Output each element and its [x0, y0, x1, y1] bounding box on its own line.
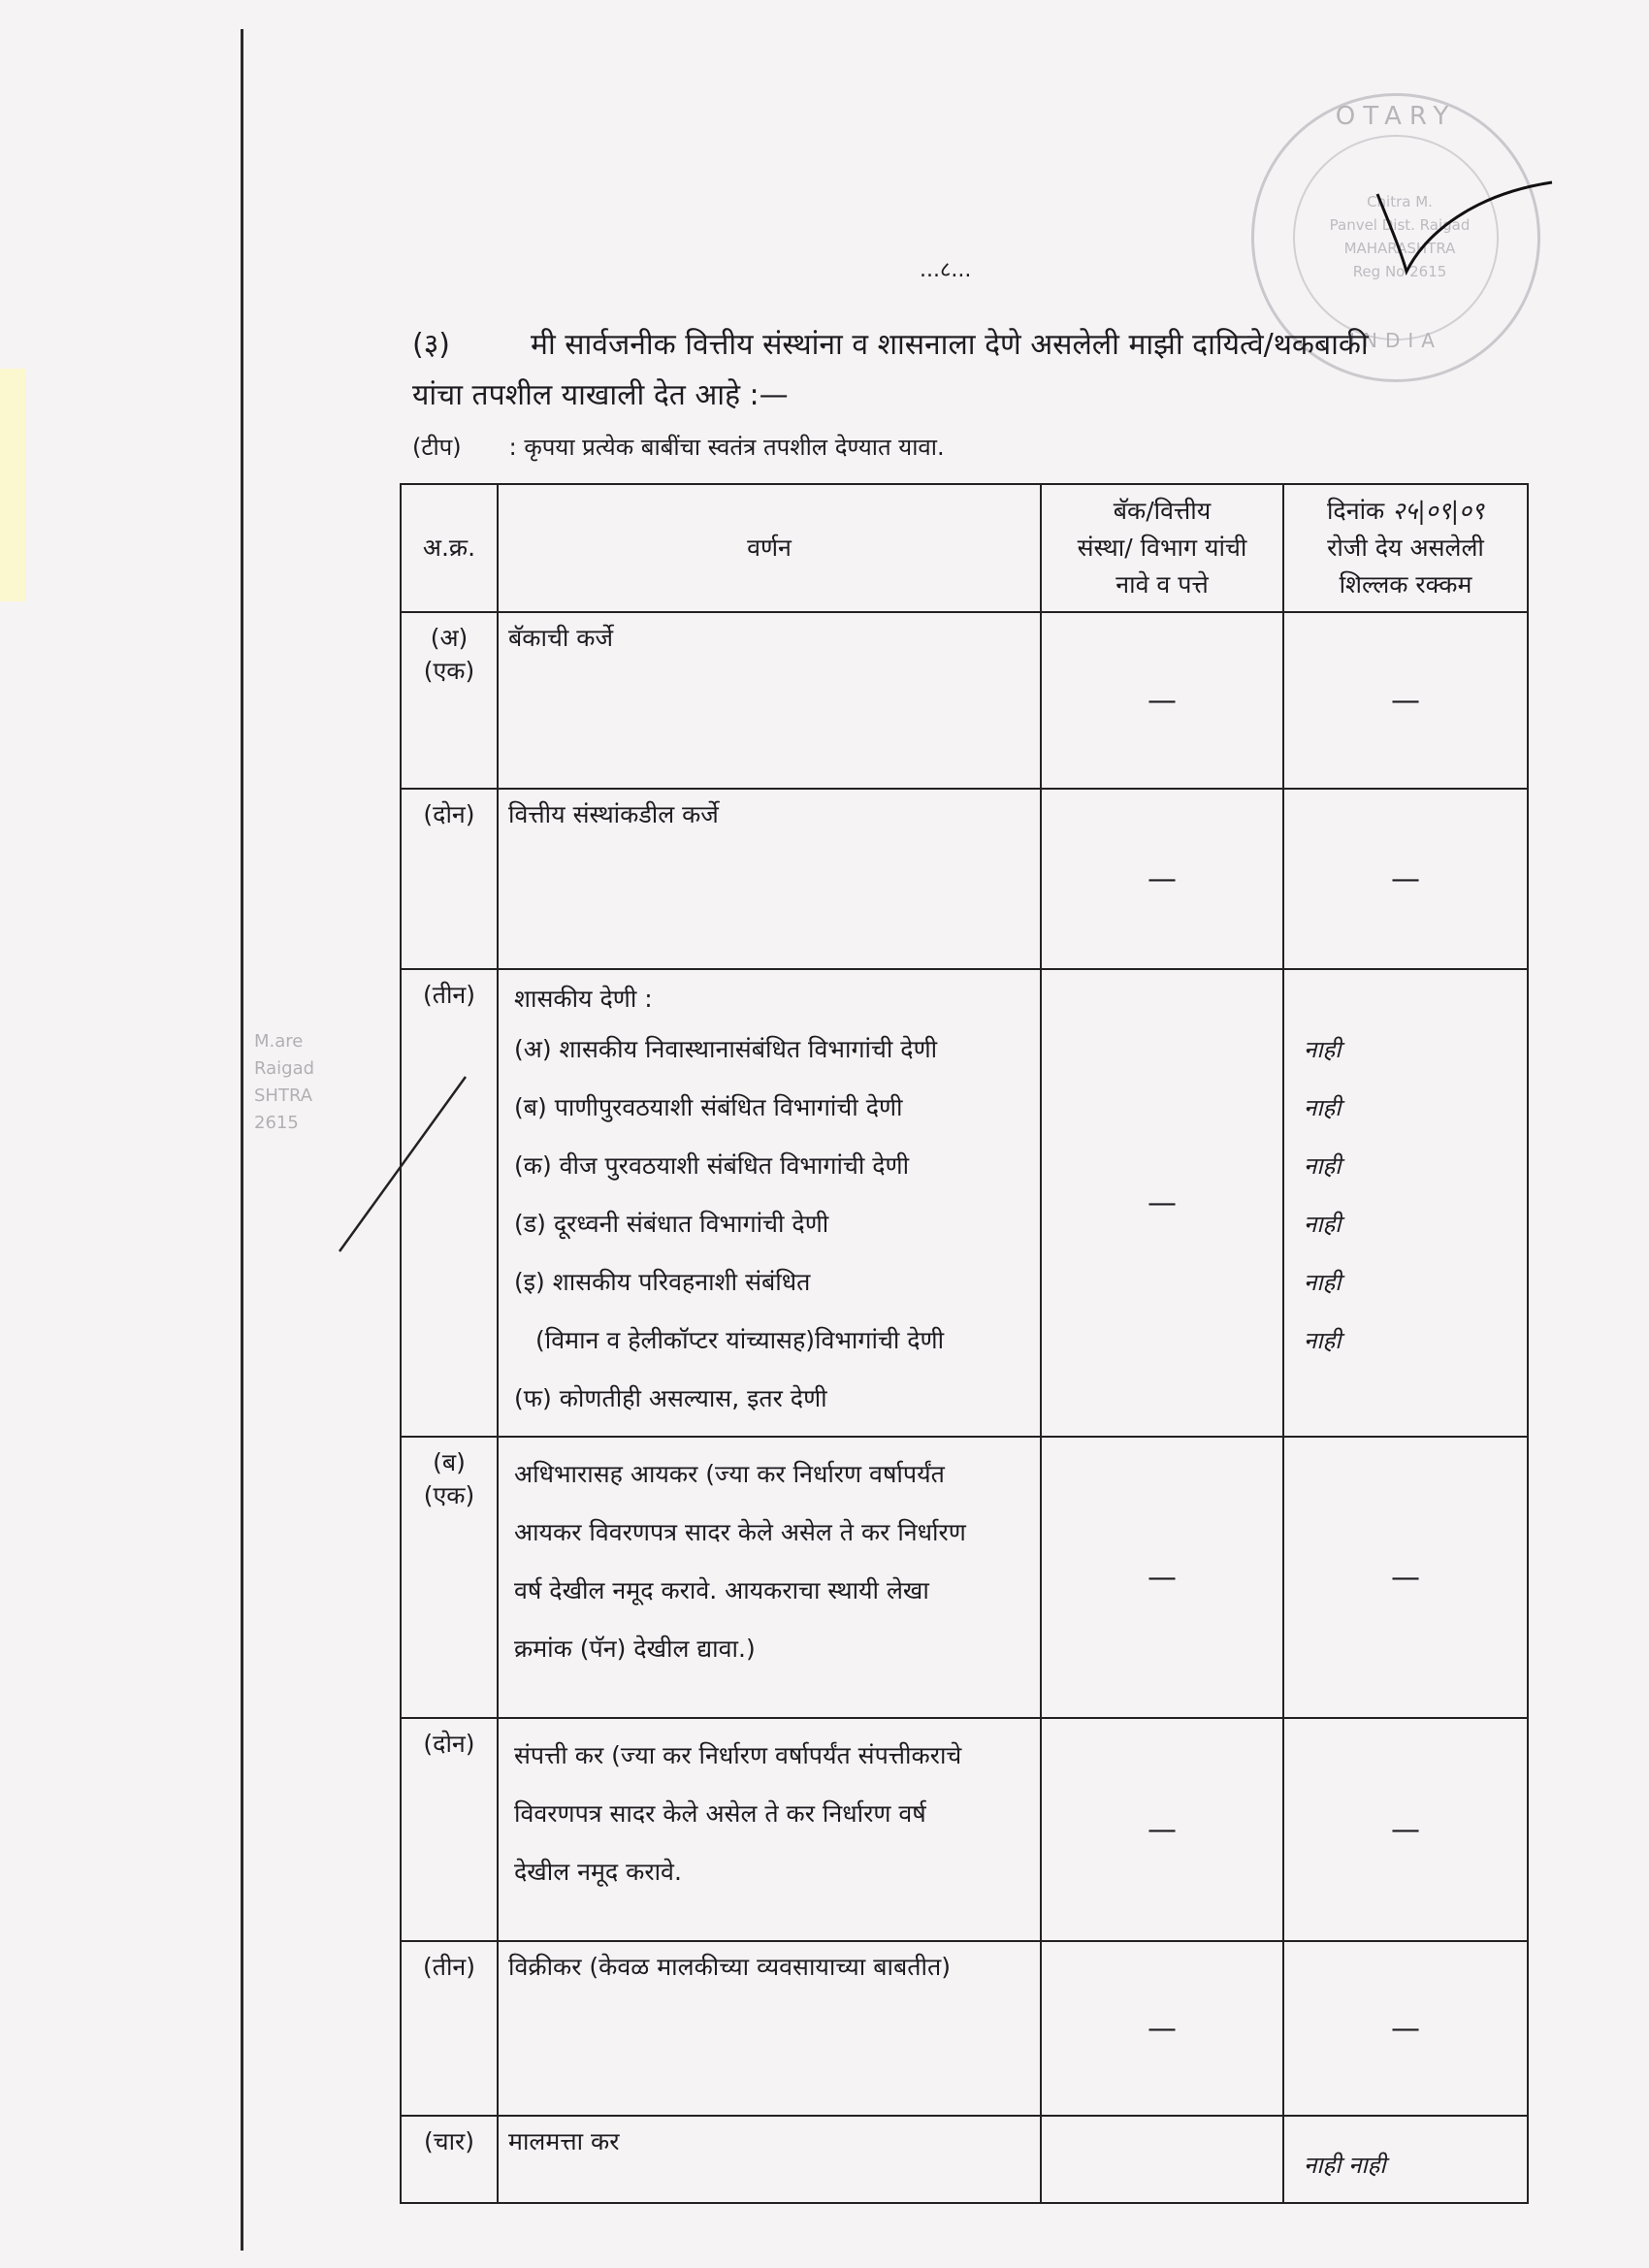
row-amounts: [1283, 969, 1528, 1437]
row-description: [498, 1718, 1041, 1941]
row-bank: —: [1041, 612, 1283, 789]
table-row: [401, 1718, 1528, 1941]
stamp-line: MAHARASHTRA: [1343, 240, 1456, 257]
liabilities-table: [400, 483, 1529, 2204]
note: [412, 431, 945, 463]
row-amount: —: [1283, 1718, 1528, 1941]
handwritten-amount: नाही: [1304, 1152, 1342, 1180]
handwritten-amount: नाही: [1304, 1327, 1342, 1354]
row-amount: —: [1283, 612, 1528, 789]
row-description: मालमत्ता कर: [498, 2116, 1041, 2203]
handwritten-amount: नाही नाही: [1304, 2152, 1386, 2179]
header-description: वर्णन: [498, 484, 1041, 612]
row-bank: —: [1041, 789, 1283, 969]
table-row: [401, 2116, 1528, 2203]
sub-item: (विमान व हेलीकॉप्टर यांच्यासह)विभागांची देणी: [535, 1326, 945, 1354]
heading-line-1: मी सार्वजनीक वित्तीय संस्थांना व शासनाला देणे असलेली माझी दायित्वे/थकबाकी: [531, 328, 1369, 362]
row-sr: (दोन): [401, 789, 498, 969]
table-row: [401, 789, 1528, 969]
table-row: [401, 969, 1528, 1437]
section-heading: [412, 320, 1499, 421]
stamp-bottom-text: INDIA: [1349, 329, 1442, 352]
row-bank: —: [1041, 1941, 1283, 2116]
page-number: ...८...: [920, 258, 972, 282]
row-sr: (अ)(एक): [401, 612, 498, 789]
stamp-line: Reg No 2615: [1352, 263, 1447, 280]
sub-item: (फ) कोणतीही असल्यास, इतर देणी: [514, 1384, 827, 1412]
table-row: [401, 1941, 1528, 2116]
header-date-prefix: दिनांक: [1326, 497, 1385, 525]
handwritten-amount: नाही: [1304, 1211, 1342, 1238]
handwritten-amount: नाही: [1304, 1036, 1342, 1063]
row-bank: —: [1041, 1718, 1283, 1941]
header-bank-line: संस्था/ विभाग यांची: [1077, 534, 1247, 562]
row-bank: —: [1041, 969, 1283, 1437]
description-line: अधिभारासह आयकर (ज्या कर निर्धारण वर्षापर्यंत: [514, 1460, 945, 1488]
table-row: [401, 1437, 1528, 1718]
header-bank: [1041, 484, 1283, 612]
row-description-title: शासकीय देणी :: [514, 985, 653, 1013]
header-bank-line: बॅक/वित्तीय: [1113, 497, 1212, 525]
handwritten-amount: नाही: [1304, 1094, 1342, 1121]
header-bank-line: नावे व पत्ते: [1116, 570, 1209, 599]
page-edge-strip: [0, 369, 25, 601]
header-sr: अ.क्र.: [401, 484, 498, 612]
description-line: देखील नमूद करावे.: [514, 1858, 682, 1886]
seal-line: M.are: [254, 1031, 304, 1052]
row-sr: (तीन): [401, 969, 498, 1437]
row-sr: (दोन): [401, 1718, 498, 1941]
heading-line-2: यांचा तपशील याखाली देत आहे :—: [412, 378, 789, 412]
header-date-handwritten: २५|०९|०९: [1392, 497, 1485, 525]
row-bank: —: [1041, 1437, 1283, 1718]
signature-mark: [1368, 136, 1562, 291]
row-amount: [1283, 2116, 1528, 2203]
seal-line: Raigad: [254, 1058, 315, 1079]
sub-item: (अ) शासकीय निवास्थानासंबंधित विभागांची देणी: [514, 1035, 938, 1063]
row-amount: —: [1283, 1437, 1528, 1718]
row-description: [498, 969, 1041, 1437]
row-description: [498, 1437, 1041, 1718]
header-balance-line: रोजी देय असलेली: [1327, 534, 1484, 562]
note-text: : कृपया प्रत्येक बाबींचा स्वतंत्र तपशील देण्यात यावा.: [508, 434, 945, 461]
row-description: बॅकाची कर्जे: [498, 612, 1041, 789]
sub-item: (ड) दूरध्वनी संबंधात विभागांची देणी: [514, 1210, 829, 1238]
row-amount: —: [1283, 789, 1528, 969]
row-sr: (ब)(एक): [401, 1437, 498, 1718]
stamp-top-text: OTARY: [1335, 102, 1457, 131]
description-line: वर्ष देखील नमूद करावे. आयकराचा स्थायी लेखा: [514, 1576, 929, 1604]
row-bank: [1041, 2116, 1283, 2203]
seal-line: 2615: [254, 1113, 299, 1133]
table-row: [401, 612, 1528, 789]
description-line: संपत्ती कर (ज्या कर निर्धारण वर्षापर्यंत संपत्तीकराचे: [514, 1741, 962, 1769]
description-line: विवरणपत्र सादर केले असेल ते कर निर्धारण वर्ष: [514, 1799, 926, 1828]
table-header-row: [401, 484, 1528, 612]
row-amount: —: [1283, 1941, 1528, 2116]
row-description: वित्तीय संस्थांकडील कर्जे: [498, 789, 1041, 969]
section-number: (३): [412, 328, 451, 362]
row-description: विक्रीकर (केवळ मालकीच्या व्यवसायाच्या बाबतीत): [498, 1941, 1041, 2116]
sub-item: (इ) शासकीय परिवहनाशी संबंधित: [514, 1268, 811, 1296]
margin-line: [241, 29, 243, 2251]
header-balance: [1283, 484, 1528, 612]
stamp-line: Chitra M.: [1367, 193, 1433, 211]
description-line: आयकर विवरणपत्र सादर केले असेल ते कर निर्धारण: [514, 1518, 966, 1546]
stamp-line: Panvel Dist. Raigad: [1329, 216, 1471, 234]
note-label: (टीप): [412, 434, 462, 461]
handwritten-amount: नाही: [1304, 1269, 1342, 1296]
seal-line: SHTRA: [254, 1085, 313, 1106]
row-sr: (तीन): [401, 1941, 498, 2116]
sub-item: (क) वीज पुरवठयाशी संबंधित विभागांची देणी: [514, 1151, 910, 1180]
sub-item: (ब) पाणीपुरवठयाशी संबंधित विभागांची देणी: [514, 1093, 903, 1121]
header-balance-line: शिल्लक रक्कम: [1339, 570, 1472, 599]
row-sr: (चार): [401, 2116, 498, 2203]
description-line: क्रमांक (पॅन) देखील द्यावा.): [514, 1635, 756, 1663]
